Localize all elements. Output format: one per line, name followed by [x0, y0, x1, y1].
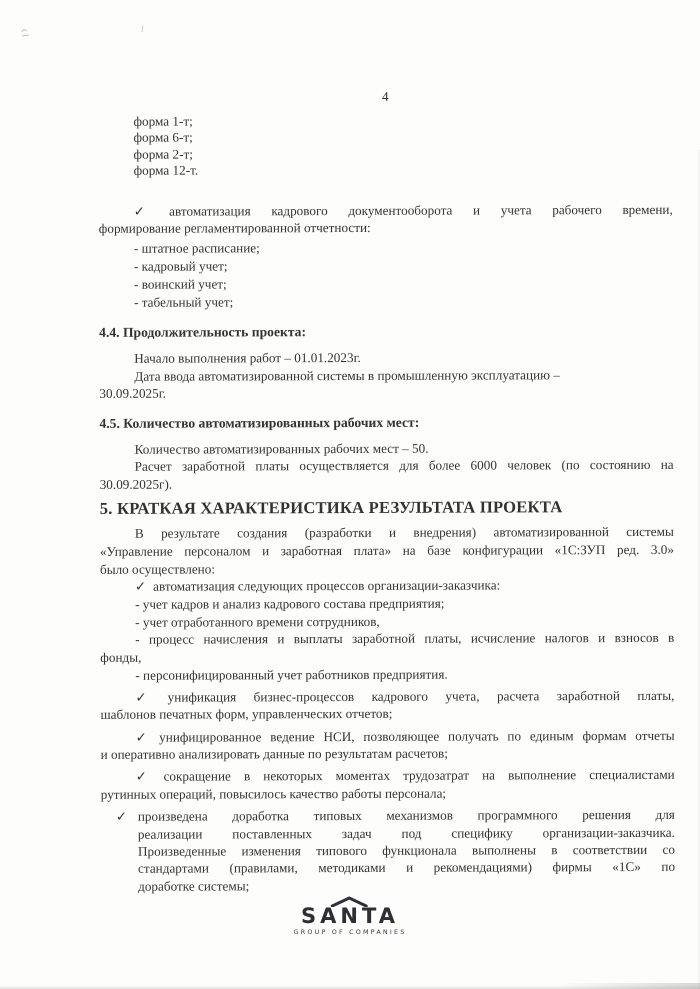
section-4-4-heading: 4.4. Продолжительность проекта:: [99, 324, 307, 341]
form-list-item: форма 12-т.: [133, 162, 199, 178]
process-list-item-wrap: фонды,: [100, 649, 142, 666]
section-4-4-body: [99, 348, 673, 403]
check-icon: ✓: [135, 689, 161, 705]
process-list-item: - процесс начисления и выплаты заработной платы, исчисление налогов и взносов в: [135, 630, 675, 648]
checklist-item-unification-wrap: шаблонов печатных форм, управленческих отчетов;: [100, 706, 393, 723]
form-list-item: форма 6-т;: [133, 129, 193, 146]
project-start-line: Начало выполнения работ – 01.01.2023г.: [134, 350, 361, 367]
check-icon: ✓: [135, 729, 153, 745]
section-4-5-heading: 4.5. Количество автоматизированных рабочих мест:: [99, 414, 420, 431]
report-list-item: - воинский учет;: [133, 276, 227, 292]
footer-logo: [0, 905, 700, 936]
report-list-item: - штатное расписание;: [133, 239, 260, 256]
checklist-item-reduction-wrap: рутинных операций, повысилось качество работы персонала;: [100, 785, 447, 802]
check-icon: ✓: [135, 578, 147, 594]
process-list-item: - учет кадров и анализ кадрового состава предприятия;: [135, 595, 445, 612]
scan-corner-smudge: [560, 983, 700, 989]
checklist-item-customization: [101, 806, 675, 895]
section-5-heading: 5. КРАТКАЯ ХАРАКТЕРИСТИКА РЕЗУЛЬТАТА ПРОЕКТА: [99, 497, 563, 519]
customization-line: Произведенные изменения типового функционала выполнены в соответствии со: [137, 841, 675, 859]
launch-date-line: Дата ввода автоматизированной системы в промышленную эксплуатацию –: [134, 367, 560, 384]
checklist-item-automation: ✓ автоматизация кадрового документооборота и учета рабочего времени,: [133, 201, 673, 219]
checklist-item-processes: ✓ автоматизация следующих процессов организации-заказчика:: [135, 577, 501, 594]
process-list-item: - учет отработанного времени сотрудников,: [135, 613, 380, 630]
intro-line: «Управление персоналом и заработная плата» на базе конфигурации «1С:ЗУП ред. 3.0»: [99, 541, 674, 559]
report-list-item: - табельный учет;: [134, 294, 234, 310]
launch-date-value: 30.09.2025г.: [99, 386, 166, 402]
checklist-item-nsi: ✓ унифицированное ведение НСИ, позволяющее получать по единым формам отчеты: [135, 727, 675, 745]
logo-subtext: GROUP OF COMPANIES: [293, 928, 407, 936]
customization-line: реализации поставленных задач под специфику организации-заказчика.: [137, 824, 675, 842]
report-list-item: - кадровый учет;: [133, 258, 228, 274]
logo-roof-icon: [330, 896, 368, 907]
check-icon: ✓: [133, 203, 163, 219]
logo-text: SANTA: [301, 904, 399, 928]
checklist-item-nsi-wrap: и оперативно анализировать данные по результатам расчетов;: [100, 745, 448, 762]
payroll-count-line: Расчет заработной платы осуществляется для более 6000 человек (по состоянию на: [134, 457, 674, 475]
process-list: [100, 594, 674, 685]
customization-line: стандартами (правилами, методиками и рекомендациями) фирмы «1С» по: [138, 859, 676, 877]
checklist-item-reduction: ✓ сокращение в некоторых моментах трудозатрат на выполнение специалистами: [135, 767, 675, 785]
customization-line: доработке системы;: [138, 878, 250, 894]
checklist-item-automation-wrap: формирование регламентированной отчетности:: [98, 220, 371, 237]
intro-line: В результате создания (разработки и внедрения) автоматизированной системы: [134, 524, 674, 542]
workplaces-count-line: Количество автоматизированных рабочих мест – 50.: [134, 440, 429, 457]
page-number: 4: [382, 88, 389, 104]
forms-list: [98, 112, 672, 180]
check-icon: ✓: [115, 809, 127, 825]
payroll-count-wrap: 30.09.2025г).: [99, 476, 173, 492]
check-icon: ✓: [135, 769, 157, 785]
form-list-item: форма 2-т;: [133, 146, 193, 162]
customization-line: произведена доработка типовых механизмов программного решения для: [137, 807, 675, 824]
process-list-item: - персонифицированный учет работников предприятия.: [135, 666, 448, 683]
section-5-intro: [100, 523, 674, 578]
form-list-item: форма 1-т;: [133, 113, 193, 129]
santa-logo: [301, 905, 399, 927]
section-4-5-body: [100, 439, 674, 494]
intro-line: было осуществлено:: [99, 561, 216, 577]
checklist-item-unification: ✓ унификация бизнес-процессов кадрового учета, расчета заработной платы,: [135, 687, 675, 705]
report-types-list: [99, 237, 673, 312]
